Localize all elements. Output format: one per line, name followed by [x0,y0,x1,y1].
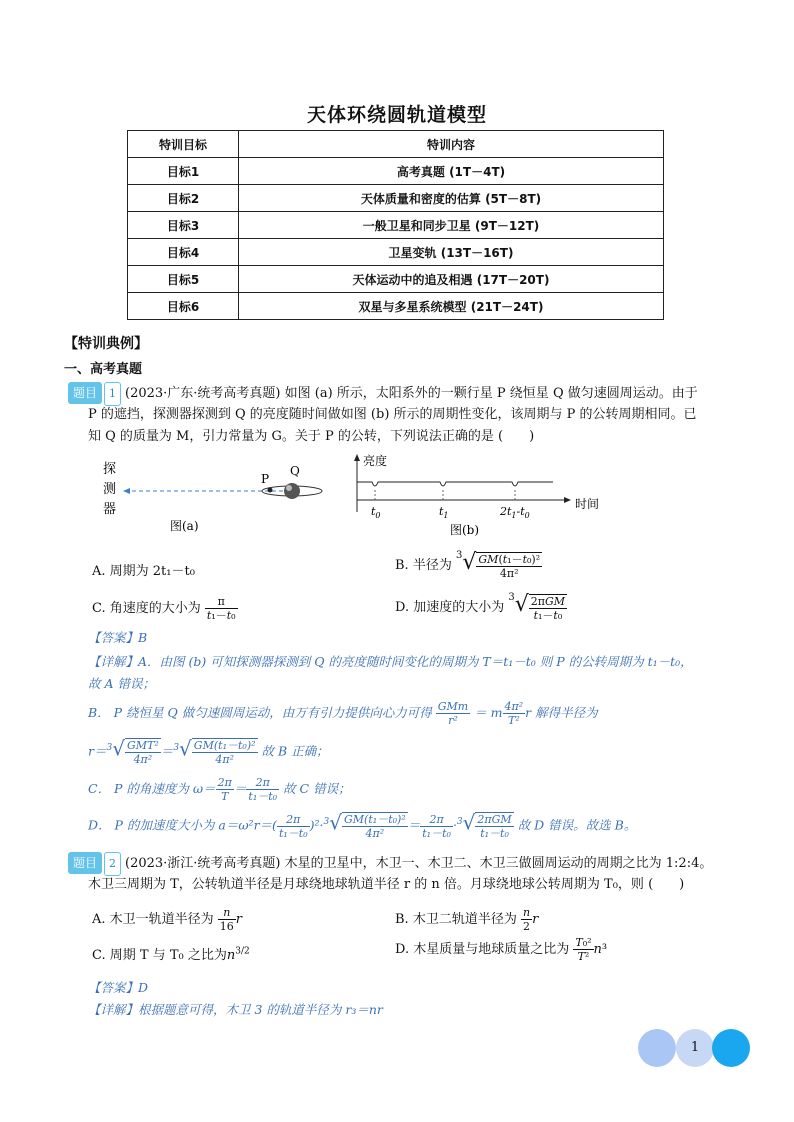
q2-option-d: D. 木星质量与地球质量之比为 $\frac{\text{T₀²}}{\text{T²}}$ n³ [395,936,608,963]
detector-label-2: 测 [103,482,117,497]
page-number: 1 [676,1029,714,1067]
question-tag: 题目 [68,852,102,874]
table-cell: 天体运动中的追及相遇 (17T－20T) [239,266,664,293]
option-label: C. 角速度的大小为 [92,601,201,616]
q1-detail-6: D． P 的加速度大小为 a＝ω²r＝( $\frac{2\pi}{\text{t₁－t₀}}$ )²·$^3$√ $\frac{\text{GM(t₁－t₀)²}}{\text{4π²}}$ ＝ $\frac{2\pi}{\text{t₁－t₀}}$ ·$^3$√ $\frac{\text{2πGM}}{\text{t₁－t₀}}$ 故 D 错误。故选 B。 [88,810,637,840]
question-text: (2023·广东·统考高考真题) 如图 (a) 所示，太阳系外的一颗行星 P 绕恒星 Q 做匀速圆周运动。由于 [125,386,698,401]
arrow-head-icon [123,488,130,494]
figure-b-caption: 图(b) [450,523,480,537]
figure-a-caption: 图(a) [170,519,199,533]
planet-p [268,488,273,493]
option-d: D. 加速度的大小为 $^3$√ $\frac{\text{2πGM}}{\text{t₁－t₀}}$ [395,592,566,622]
option-c: C. 角速度的大小为 $\frac{\pi}{\text{t₁－t₀}}$ [92,595,236,622]
y-axis-arrow-icon [354,454,360,461]
question-2-line-2: 木卫三周期为 T，公转轨道半径是月球绕地球轨道半径 r 的 n 倍。月球绕地球公转周期为 T₀，则 ( ) [88,877,685,892]
table-header: 特训目标 [128,131,239,158]
page-title: 天体环绕圆轨道模型 [306,104,487,126]
section-heading: 【特训典例】 [64,336,148,352]
table-cell: 高考真题 (1T－4T) [239,158,664,185]
star-highlight [286,485,292,491]
detail-text: 故 B 正确； [261,743,329,759]
star-q [284,483,300,499]
y-axis-label: 亮度 [363,454,388,468]
table-cell: 一般卫星和同步卫星 (9T－12T) [239,212,664,239]
option-label: A. 木卫一轨道半径为 [92,912,214,927]
option-label: C. 周期 T 与 T₀ 之比为 [92,948,227,963]
q2-answer: 【答案】D [88,980,149,995]
q2-detail-1: 【详解】根据题意可得，木卫 3 的轨道半径为 r₃＝nr [88,1002,383,1017]
t2-label: $2t_1-t_0$ [500,505,530,520]
table-row [128,158,664,185]
subsection-heading: 一、高考真题 [64,362,143,377]
question-number: 1 [104,382,121,406]
goals-table [127,130,664,320]
t0-label: $t_0$ [371,505,381,520]
planet-p-label: P [261,472,270,486]
question-1-line-3: 知 Q 的质量为 M，引力常量为 G。关于 P 的公转，下列说法正确的是 ( ) [88,429,535,444]
q1-detail-2: 故 A 错误； [88,676,155,691]
option-label: B. 半径为 [395,558,452,573]
table-cell: 目标3 [128,212,239,239]
detail-text: C． P 的角速度为 [88,781,189,796]
x-axis-label: 时间 [575,497,600,511]
table-header: 特训内容 [239,131,664,158]
t1-label: $t_1$ [439,505,449,520]
q2-option-b: B. 木卫二轨道半径为 $\frac{n}{2}$ r [395,906,539,933]
question-1-line-2: P 的遮挡，探测器探测到 Q 的亮度随时间做如图 (b) 所示的周期性变化，该周期与 P 的公转周期相同。已 [88,407,697,422]
table-cell: 双星与多星系统模型 (21T－24T) [239,293,664,320]
q1-detail-1: 【详解】A．由图 (b) 可知探测器探测到 Q 的亮度随时间变化的周期为 T＝t₁－t₀ 则 P 的公转周期为 t₁－t₀， [88,654,693,669]
q1-answer: 【答案】B [88,630,148,645]
detail-text: B． P 绕恒星 Q 做匀速圆周运动，由万有引力提供向心力可得 [88,705,432,720]
question-number: 2 [104,852,121,876]
decor-circle [712,1029,750,1067]
q1-detail-4: r＝$^3$√ $\frac{\text{GMT²}}{\text{4π²}}$ ＝$^3$√ $\frac{\text{GM(t₁－t₀)²}}{\text{4π²}}$ 故 B 正确； [88,736,329,766]
table-row [128,266,664,293]
table-row [128,239,664,266]
table-cell: 卫星变轨 (13T－16T) [239,239,664,266]
option-label: D. 加速度的大小为 [395,600,505,615]
figure-a [95,455,335,545]
figure-b [345,450,615,545]
q1-detail-5: C． P 的角速度为 ω＝ $\frac{2\pi}{T}$ ＝ $\frac{2\pi}{\text{t₁－t₀}}$ 故 C 错误； [88,776,351,803]
detail-text: 解得半径为 [535,705,598,720]
decor-circle [638,1029,676,1067]
option-label: B. 木卫二轨道半径为 [395,912,517,927]
q2-option-a: A. 木卫一轨道半径为 $\frac{n}{16}$ r [92,906,243,933]
x-axis-arrow-icon [564,497,571,503]
table-cell: 目标4 [128,239,239,266]
table-cell: 目标5 [128,266,239,293]
detector-label-1: 探 [103,462,117,477]
table-cell: 天体质量和密度的估算 (5T－8T) [239,185,664,212]
table-cell: 目标1 [128,158,239,185]
option-a: A. 周期为 2t₁－t₀ [92,564,195,579]
table-row [128,185,664,212]
question-1-line-1 [68,382,748,406]
table-row [128,212,664,239]
brightness-curve [357,482,553,486]
detector-label-3: 器 [103,502,117,517]
detail-text: 故 D 错误。故选 B。 [517,817,637,833]
question-tag: 题目 [68,382,102,404]
option-label: D. 木星质量与地球质量之比为 [395,942,570,957]
detail-text: D． P 的加速度大小为 [88,817,215,833]
question-2-line-1 [68,852,758,876]
q2-option-c: C. 周期 T 与 T₀ 之比为$n^{3/2}$ [92,946,250,963]
table-cell: 目标2 [128,185,239,212]
q1-detail-3: B． P 绕恒星 Q 做匀速圆周运动，由万有引力提供向心力可得 $\frac{\text{GMm}}{\text{r²}}$ ＝ m $\frac{\text{4π²}}{\text{T²}}$ r 解得半径为 [88,700,598,727]
table-header-row [128,131,664,158]
option-b: B. 半径为 $^3$√ $\frac{\text{GM(t₁－t₀)²}}{\text{4π²}}$ [395,550,541,580]
question-text: (2023·浙江·统考高考真题) 木星的卫星中，木卫一、木卫二、木卫三做圆周运动的周期之比为 1:2:4。 [125,856,713,871]
detail-text: 故 C 错误； [283,781,351,796]
star-q-label: Q [290,464,300,478]
table-row [128,293,664,320]
table-cell: 目标6 [128,293,239,320]
